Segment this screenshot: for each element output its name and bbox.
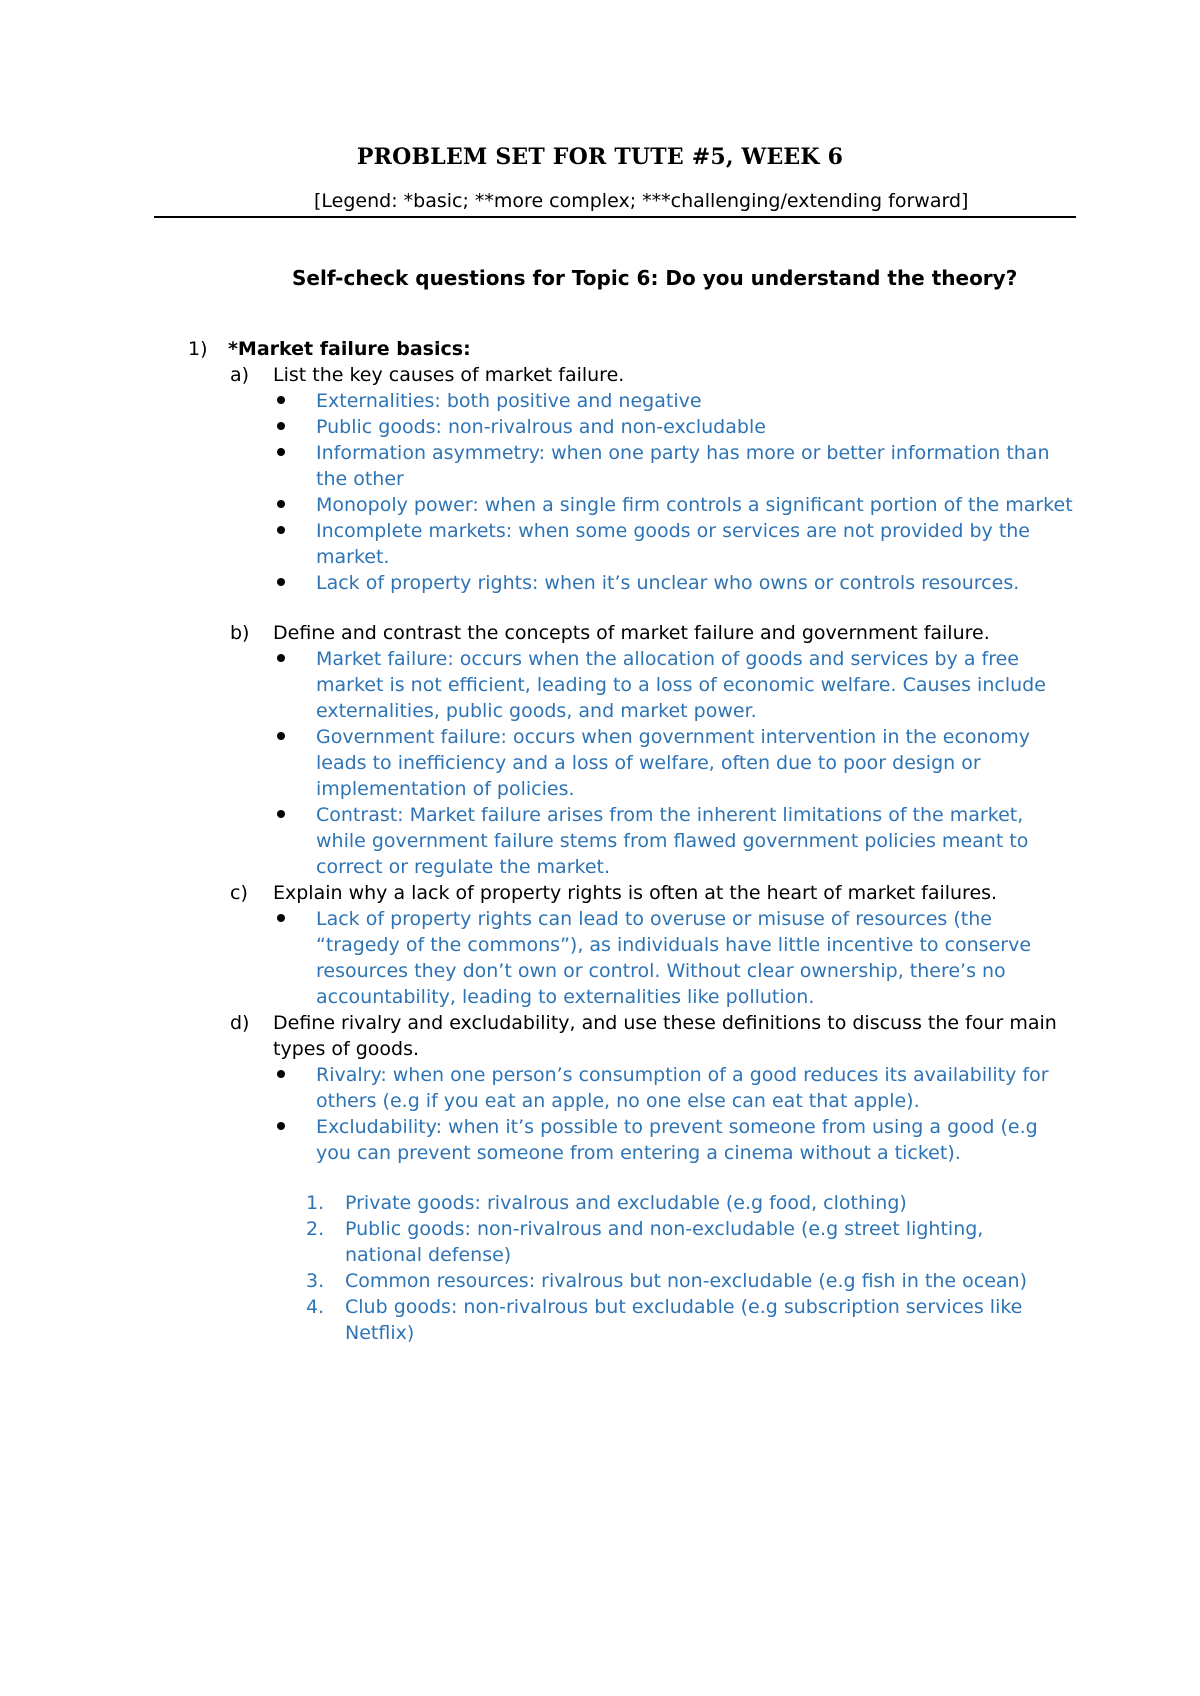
- answer-text: Public goods: non-rivalrous and non-excludable: [316, 416, 766, 438]
- bullet-icon: [277, 1070, 285, 1078]
- goods-type-text: Common resources: rivalrous but non-excludable (e.g fish in the ocean): [345, 1270, 1027, 1292]
- subquestion-letter: a): [230, 364, 250, 386]
- answer-bullet: [0, 1114, 1200, 1166]
- answer-bullet: [0, 440, 1200, 492]
- bullet-icon: [277, 914, 285, 922]
- bullet-icon: [277, 422, 285, 430]
- list-number: 1.: [306, 1192, 325, 1214]
- bullet-icon: [277, 1122, 285, 1130]
- answer-text: Market failure: occurs when the allocation of goods and services by a free market is not efficient, leading to a loss of economic welfare. Causes include externalities, public goods, and market power.: [316, 648, 1046, 722]
- goods-type-item: [0, 1190, 1200, 1216]
- subquestion-letter: d): [230, 1012, 250, 1034]
- answer-bullet: [0, 1062, 1200, 1114]
- question-number: 1): [188, 338, 208, 360]
- question-list: [0, 336, 1200, 1346]
- answer-bullet: [0, 414, 1200, 440]
- subquestion-letter: c): [230, 882, 248, 904]
- bullet-icon: [277, 448, 285, 456]
- bullet-icon: [277, 732, 285, 740]
- list-number: 3.: [306, 1270, 325, 1292]
- paragraph-gap: [0, 1166, 1200, 1190]
- paragraph-gap: [0, 596, 1200, 620]
- answer-text: Incomplete markets: when some goods or services are not provided by the market.: [316, 520, 1030, 568]
- question-title: *Market failure basics:: [228, 338, 471, 360]
- bullet-icon: [277, 810, 285, 818]
- bullet-icon: [277, 396, 285, 404]
- answer-bullet: [0, 802, 1200, 880]
- answer-text: Lack of property rights can lead to overuse or misuse of resources (the “tragedy of the commons”), as individuals have little incentive to conserve resources they don’t own or control. Without clear ownership, there’s no accountability, leading to externalities like pollution.: [316, 908, 1032, 1008]
- subquestion-text: Define rivalry and excludability, and use these definitions to discuss the four main types of goods.: [273, 1012, 1057, 1060]
- answer-text: Government failure: occurs when government intervention in the economy leads to inefficiency and a loss of welfare, often due to poor design or implementation of policies.: [316, 726, 1030, 800]
- answer-text: Contrast: Market failure arises from the inherent limitations of the market, while government failure stems from flawed government policies meant to correct or regulate the market.: [316, 804, 1029, 878]
- goods-type-item: [0, 1294, 1200, 1346]
- goods-type-item: [0, 1268, 1200, 1294]
- answer-bullet: [0, 646, 1200, 724]
- subquestion-c: [0, 880, 1200, 906]
- section-heading: Self-check questions for Topic 6: Do you understand the theory?: [292, 266, 1018, 290]
- answer-text: Rivalry: when one person’s consumption of a good reduces its availability for others (e.g if you eat an apple, no one else can eat that apple).: [316, 1064, 1049, 1112]
- goods-type-text: Private goods: rivalrous and excludable (e.g food, clothing): [345, 1192, 907, 1214]
- bullet-icon: [277, 526, 285, 534]
- document-title: PROBLEM SET FOR TUTE #5, WEEK 6: [356, 144, 844, 170]
- subquestion-b: [0, 620, 1200, 646]
- answer-bullet: [0, 518, 1200, 570]
- goods-type-item: [0, 1216, 1200, 1268]
- goods-type-text: Public goods: non-rivalrous and non-excludable (e.g street lighting, national defense): [345, 1218, 984, 1266]
- answer-bullet: [0, 724, 1200, 802]
- bullet-icon: [277, 500, 285, 508]
- subquestion-letter: b): [230, 622, 250, 644]
- bullet-icon: [277, 654, 285, 662]
- answer-bullet: [0, 570, 1200, 596]
- subquestion-text: Define and contrast the concepts of market failure and government failure.: [273, 622, 990, 644]
- subquestion-a: [0, 362, 1200, 388]
- subquestion-text: Explain why a lack of property rights is often at the heart of market failures.: [273, 882, 998, 904]
- subquestion-text: List the key causes of market failure.: [273, 364, 625, 386]
- answer-text: Information asymmetry: when one party has more or better information than the other: [316, 442, 1050, 490]
- answer-text: Externalities: both positive and negative: [316, 390, 702, 412]
- question-heading: [0, 336, 1200, 362]
- answer-text: Monopoly power: when a single firm controls a significant portion of the market: [316, 494, 1073, 516]
- answer-bullet: [0, 906, 1200, 1010]
- answer-text: Lack of property rights: when it’s unclear who owns or controls resources.: [316, 572, 1020, 594]
- answer-bullet: [0, 388, 1200, 414]
- bullet-icon: [277, 578, 285, 586]
- header-divider: [154, 216, 1076, 218]
- list-number: 2.: [306, 1218, 325, 1240]
- difficulty-legend: [Legend: *basic; **more complex; ***challenging/extending forward]: [314, 190, 969, 212]
- answer-text: Excludability: when it’s possible to prevent someone from using a good (e.g you can prevent someone from entering a cinema without a ticket).: [316, 1116, 1038, 1164]
- list-number: 4.: [306, 1296, 325, 1318]
- subquestion-d: [0, 1010, 1200, 1062]
- goods-type-text: Club goods: non-rivalrous but excludable (e.g subscription services like Netflix): [345, 1296, 1023, 1344]
- answer-bullet: [0, 492, 1200, 518]
